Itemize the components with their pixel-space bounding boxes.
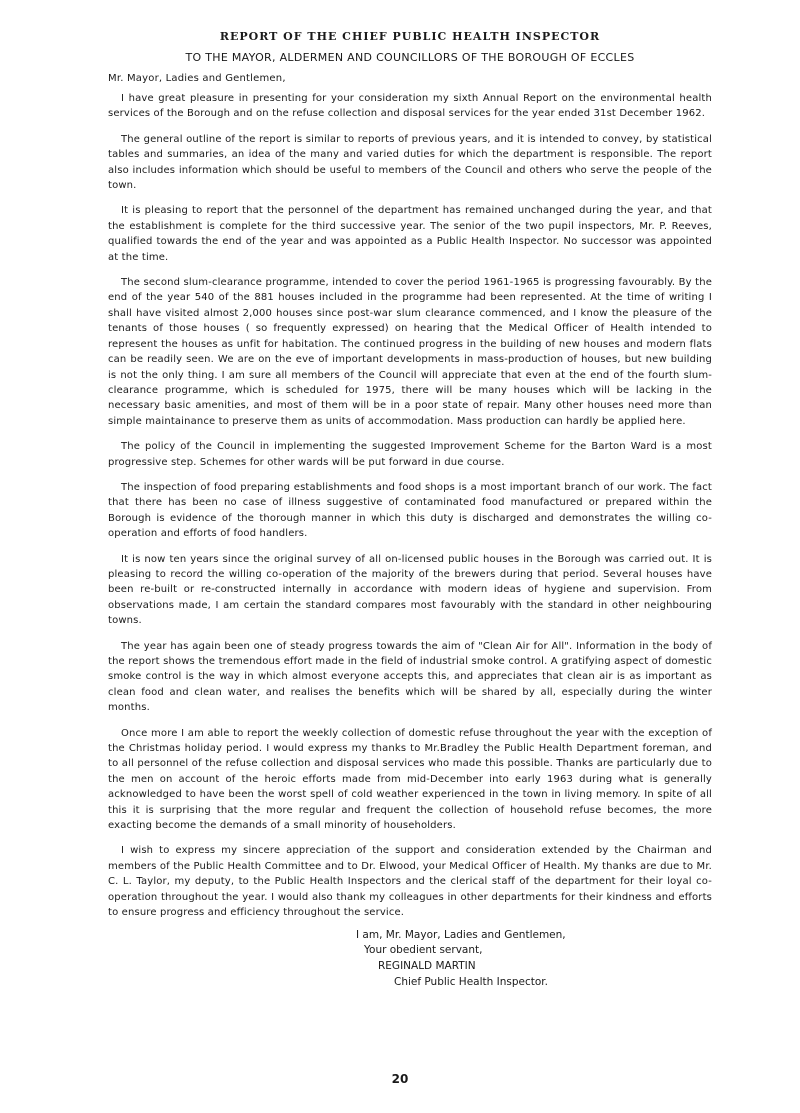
signature-block — [108, 928, 712, 991]
paragraph-refuse-collection: Once more I am able to report the weekly collection of domestic refuse throughout the year with the exception of the Christmas holiday period. I would express my thanks to Mr.Bradley the Public Health Department foreman, and to all personnel of the refuse collection and disposal services who made this possible. Thanks are particularly due to the men on account of the heroic efforts made from mid-December into early 1963 during what is generally acknowledged to have been the worst spell of cold weather experienced in the town in living memory. In spite of all this it is surprising that the more regular and frequent the collection of household refuse becomes, the more exacting become the demands of a small minority of householders. — [108, 727, 712, 832]
report-page — [108, 30, 712, 991]
paragraph-personnel: It is pleasing to report that the personnel of the department has remained unchanged during the year, and that the establishment is complete for the third successive year. The senior of the two pupil inspectors, Mr. P. Reeves, qualified towards the end of the year and was appointed as a Public Health Inspector. No successor was appointed at the time. — [108, 205, 712, 263]
report-addressee: TO THE MAYOR, ALDERMEN AND COUNCILLORS OF THE BOROUGH OF ECCLES — [185, 51, 635, 64]
page-number: 20 — [391, 1072, 409, 1086]
closing-servant: Your obedient servant, — [364, 944, 483, 957]
paragraph-food-inspection: The inspection of food preparing establishments and food shops is a most important branch of our work. The fact that there has been no case of illness suggestive of contaminated food manufactured or prepared within the Borough is evidence of the thorough manner in which this duty is discharged and demonstrates the willing co-operation and efforts of food handlers. — [108, 481, 712, 540]
salutation: Mr. Mayor, Ladies and Gentlemen, — [108, 73, 286, 84]
paragraph-outline: The general outline of the report is similar to reports of previous years, and it is intended to convey, by statistical tables and summaries, an idea of the many and varied duties for which the department is responsible. The report also includes information which should be useful to members of the Council and others who serve the people of the town. — [108, 133, 712, 192]
paragraph-intro: I have great pleasure in presenting for your consideration my sixth Annual Report on the environmental health services of the Borough and on the refuse collection and disposal services for the year ended 31st December 1962. — [108, 93, 712, 120]
paragraph-appreciation: I wish to express my sincere appreciation of the support and consideration extended by the Chairman and members of the Public Health Committee and to Dr. Elwood, your Medical Officer of Health. My thanks are due to Mr. C. L. Taylor, my deputy, to the Public Health Inspectors and the clerical staff of the department for their loyal co-operation throughout the year. I would also thank my colleagues in other departments for their kindness and efforts to ensure progress and efficiency throughout the service. — [108, 845, 712, 919]
signatory-name: REGINALD MARTIN — [378, 960, 476, 973]
report-title: REPORT OF THE CHIEF PUBLIC HEALTH INSPECTOR — [219, 30, 601, 43]
paragraph-clean-air: The year has again been one of steady progress towards the aim of "Clean Air for All". Information in the body of the report shows the tremendous effort made in the field of industrial smoke control. A gratifying aspect of domestic smoke control is the way in which almost everyone accepts this, and appreciates that clean air is as important as clean food and clean water, and realises the benefits which will be shared by all, especially during the winter months. — [108, 640, 712, 714]
paragraph-improvement-scheme: The policy of the Council in implementing the suggested Improvement Scheme for the Barton Ward is a most progressive step. Schemes for other wards will be put forward in due course. — [108, 441, 712, 468]
paragraph-public-houses: It is now ten years since the original survey of all on-licensed public houses in the Borough was carried out. It is pleasing to record the willing co-operation of the majority of the brewers during that period. Several houses have been re-built or re-constructed internally in accordance with modern ideas of hygiene and supervision. From observations made, I am certain the standard compares most favourably with the standard in other neighbouring towns. — [108, 553, 712, 627]
closing-line: I am, Mr. Mayor, Ladies and Gentlemen, — [356, 928, 566, 941]
paragraph-slum-clearance: The second slum-clearance programme, intended to cover the period 1961-1965 is progressing favourably. By the end of the year 540 of the 881 houses included in the programme had been represented. At the time of writing I shall have visited almost 2,000 houses since post-war slum clearance commenced, and I know the pleasure of the tenants of those houses ( so frequently expressed) on hearing that the Medical Officer of Health intended to represent the houses as unfit for habitation. The continued progress in the building of new houses and modern flats can be readily seen. We are on the eve of important developments in mass-production of houses, but new building is not the only thing. I am sure all members of the Council will appreciate that even at the end of the fourth slum-clearance programme, which is scheduled for 1975, there will be many houses which will be lacking in the necessary basic amenities, and most of them will be in a poor state of repair. Many other houses need more than simple maintainance to preserve them as units of accommodation. Mass production can hardly be applied here. — [108, 277, 712, 427]
signatory-title: Chief Public Health Inspector. — [394, 975, 548, 988]
